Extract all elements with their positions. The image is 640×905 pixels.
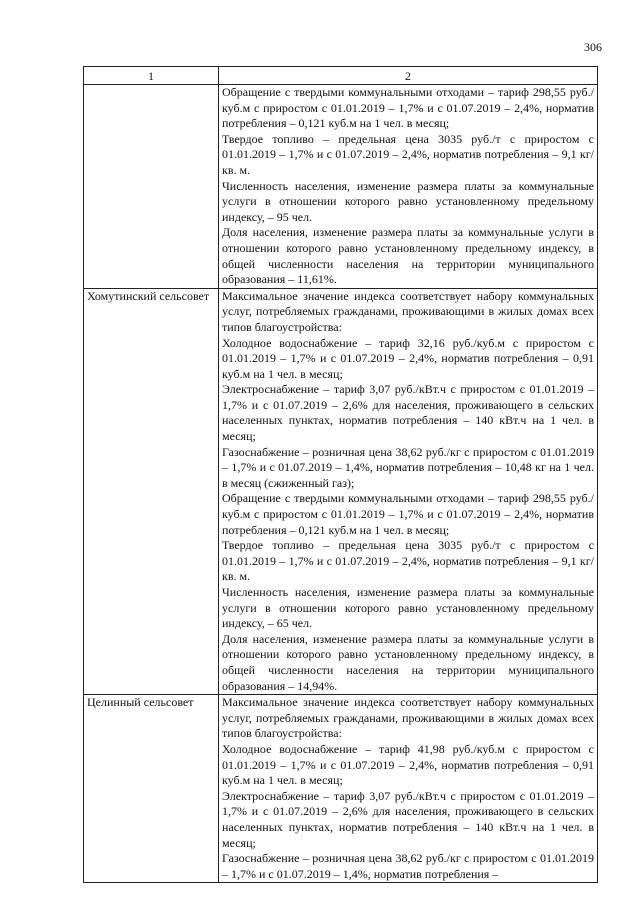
paragraph: Газоснабжение – розничная цена 38,62 руб./кг с приростом с 01.01.2019 – 1,7% и с 01.07.2019 – 1,4%, норматив потребления –	[222, 851, 594, 881]
paragraph: Электроснабжение – тариф 3,07 руб./кВт.ч с приростом с 01.01.2019 – 1,7% и с 01.07.2019 – 2,6% для населения, проживающего в сельских населенных пунктах, норматив потребления – 140 кВт.ч на 1 чел. в месяц;	[222, 382, 594, 444]
table-row-tselinny	[84, 695, 598, 883]
indicator-cell	[219, 288, 598, 694]
column-header-1: 1	[84, 67, 219, 85]
paragraph: Электроснабжение – тариф 3,07 руб./кВт.ч с приростом с 01.01.2019 – 1,7% и с 01.07.2019 – 2,6% для населения, проживающего в сельских населенных пунктах, норматив потребления – 140 кВт.ч на 1 чел. в месяц;	[222, 788, 594, 850]
paragraph: Доля населения, изменение размера платы за коммунальные услуги в отношении которого равно установленному предельному индексу, в общей численности населения на территории муниципального образования – 14,94%.	[222, 631, 594, 693]
municipality-cell: Целинный сельсовет	[84, 695, 219, 883]
paragraph: Доля населения, изменение размера платы за коммунальные услуги в отношении которого равно установленному предельному индексу, в общей численности населения на территории муниципального образования – 11,61%.	[222, 225, 594, 287]
paragraph: Обращение с твердыми коммунальными отходами – тариф 298,55 руб./куб.м с приростом с 01.01.2019 – 1,7% и с 01.07.2019 – 2,4%, норматив потребления – 0,121 куб.м на 1 чел. в месяц;	[222, 85, 594, 131]
indicator-cell	[219, 695, 598, 883]
table-header	[84, 67, 598, 85]
table-row-khomutinsky	[84, 288, 598, 694]
column-header-2: 2	[219, 67, 598, 85]
indicator-table	[83, 66, 598, 883]
paragraph: Обращение с твердыми коммунальными отходами – тариф 298,55 руб./куб.м с приростом с 01.01.2019 – 1,7% и с 01.07.2019 – 2,4%, норматив потребления – 0,121 куб.м на 1 чел. в месяц;	[222, 491, 594, 537]
paragraph: Максимальное значение индекса соответствует набору коммунальных услуг, потребляемых гражданами, проживающими в жилых домах всех типов благоустройства:	[222, 288, 594, 334]
paragraph: Численность населения, изменение размера платы за коммунальные услуги в отношении которого равно установленному предельному индексу, – 65 чел.	[222, 585, 594, 631]
paragraph: Твердое топливо – предельная цена 3035 руб./т с приростом с 01.01.2019 – 1,7% и с 01.07.2019 – 2,4%, норматив потребления – 9,1 кг/кв. м.	[222, 131, 594, 177]
indicator-cell	[219, 85, 598, 289]
municipality-cell: Хомутинский сельсовет	[84, 288, 219, 694]
paragraph: Холодное водоснабжение – тариф 41,98 руб./куб.м с приростом с 01.01.2019 – 1,7% и с 01.07.2019 – 2,4%, норматив потребления – 0,91 куб.м на 1 чел. в месяц;	[222, 741, 594, 788]
paragraph: Газоснабжение – розничная цена 38,62 руб./кг с приростом с 01.01.2019 – 1,7% и с 01.07.2019 – 1,4%, норматив потребления – 10,48 кг на 1 чел. в месяц (сжиженный газ);	[222, 444, 594, 490]
paragraph: Численность населения, изменение размера платы за коммунальные услуги в отношении которого равно установленному предельному индексу, – 95 чел.	[222, 178, 594, 224]
paragraph: Максимальное значение индекса соответствует набору коммунальных услуг, потребляемых гражданами, проживающими в жилых домах всех типов благоустройства:	[222, 695, 594, 741]
municipality-cell	[84, 85, 219, 289]
header-row	[84, 67, 598, 85]
paragraph: Холодное водоснабжение – тариф 32,16 руб./куб.м с приростом с 01.01.2019 – 1,7% и с 01.07.2019 – 2,4%, норматив потребления – 0,91 куб.м на 1 чел. в месяц;	[222, 335, 594, 381]
table-row-continuation	[84, 85, 598, 289]
paragraph: Твердое топливо – предельная цена 3035 руб./т с приростом с 01.01.2019 – 1,7% и с 01.07.2019 – 2,4%, норматив потребления – 9,1 кг/кв. м.	[222, 538, 594, 584]
page-number: 306	[584, 40, 602, 54]
